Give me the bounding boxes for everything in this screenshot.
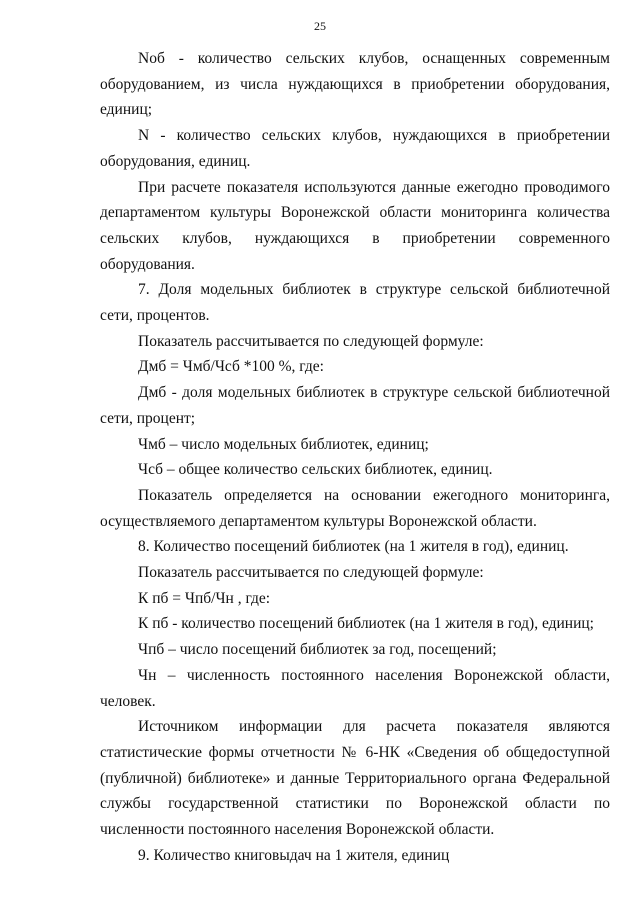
paragraph-indicator-7-heading: 7. Доля модельных библиотек в структуре сельской библиотечной сети, процентов. bbox=[100, 281, 610, 325]
paragraph-formula-intro: Показатель рассчитывается по следующей формуле: bbox=[138, 332, 484, 350]
paragraph-indicator-9-heading: 9. Количество книговыдач на 1 жителя, единиц bbox=[138, 846, 450, 864]
paragraph-monitoring-note: Показатель определяется на основании ежегодного мониторинга, осуществляемого департаментом культуры Воронежской области. bbox=[100, 486, 610, 530]
paragraph-chsb-definition: Чсб – общее количество сельских библиотек, единиц. bbox=[138, 461, 493, 479]
document-body bbox=[100, 46, 610, 869]
paragraph-formula-dmb: Дмб = Чмб/Чсб *100 %, где: bbox=[138, 358, 324, 376]
paragraph-dmb-definition: Дмб - доля модельных библиотек в структуре сельской библиотечной сети, процент; bbox=[100, 384, 610, 427]
page-number: 25 bbox=[314, 19, 326, 33]
paragraph-kpb-definition: К пб - количество посещений библиотек (на 1 жителя в год), единиц; bbox=[138, 615, 594, 633]
paragraph-indicator-8-heading: 8. Количество посещений библиотек (на 1 жителя в год), единиц. bbox=[138, 538, 569, 556]
paragraph-n-definition: N - количество сельских клубов, нуждающихся в приобретении оборудования, единиц. bbox=[100, 127, 610, 170]
paragraph-chmb-definition: Чмб – число модельных библиотек, единиц; bbox=[138, 435, 429, 453]
paragraph-formula-intro-2: Показатель рассчитывается по следующей формуле: bbox=[138, 564, 484, 582]
paragraph-nob-definition: Nоб - количество сельских клубов, оснащенных современным оборудованием, из числа нуждающихся в приобретении оборудования, единиц; bbox=[100, 50, 610, 119]
paragraph-information-source: Источником информации для расчета показателя являются статистические формы отчетности № 6-НК «Сведения об общедоступной (публичной) библиотеке» и данные Территориального органа Федеральной службы государственной статистики по Воронежской области по численности постоянного населения Воронежской области. bbox=[100, 718, 610, 839]
paragraph-formula-kpb: К пб = Чпб/Чн , где: bbox=[138, 589, 271, 607]
paragraph-calculation-data: При расчете показателя используются данные ежегодно проводимого департаментом культуры Воронежской области мониторинга количества сельских клубов, нуждающихся в приобретении современного оборудования. bbox=[100, 178, 610, 273]
paragraph-chn-definition: Чн – численность постоянного населения Воронежской области, человек. bbox=[100, 666, 610, 710]
paragraph-chpb-definition: Чпб – число посещений библиотек за год, посещений; bbox=[138, 641, 497, 659]
